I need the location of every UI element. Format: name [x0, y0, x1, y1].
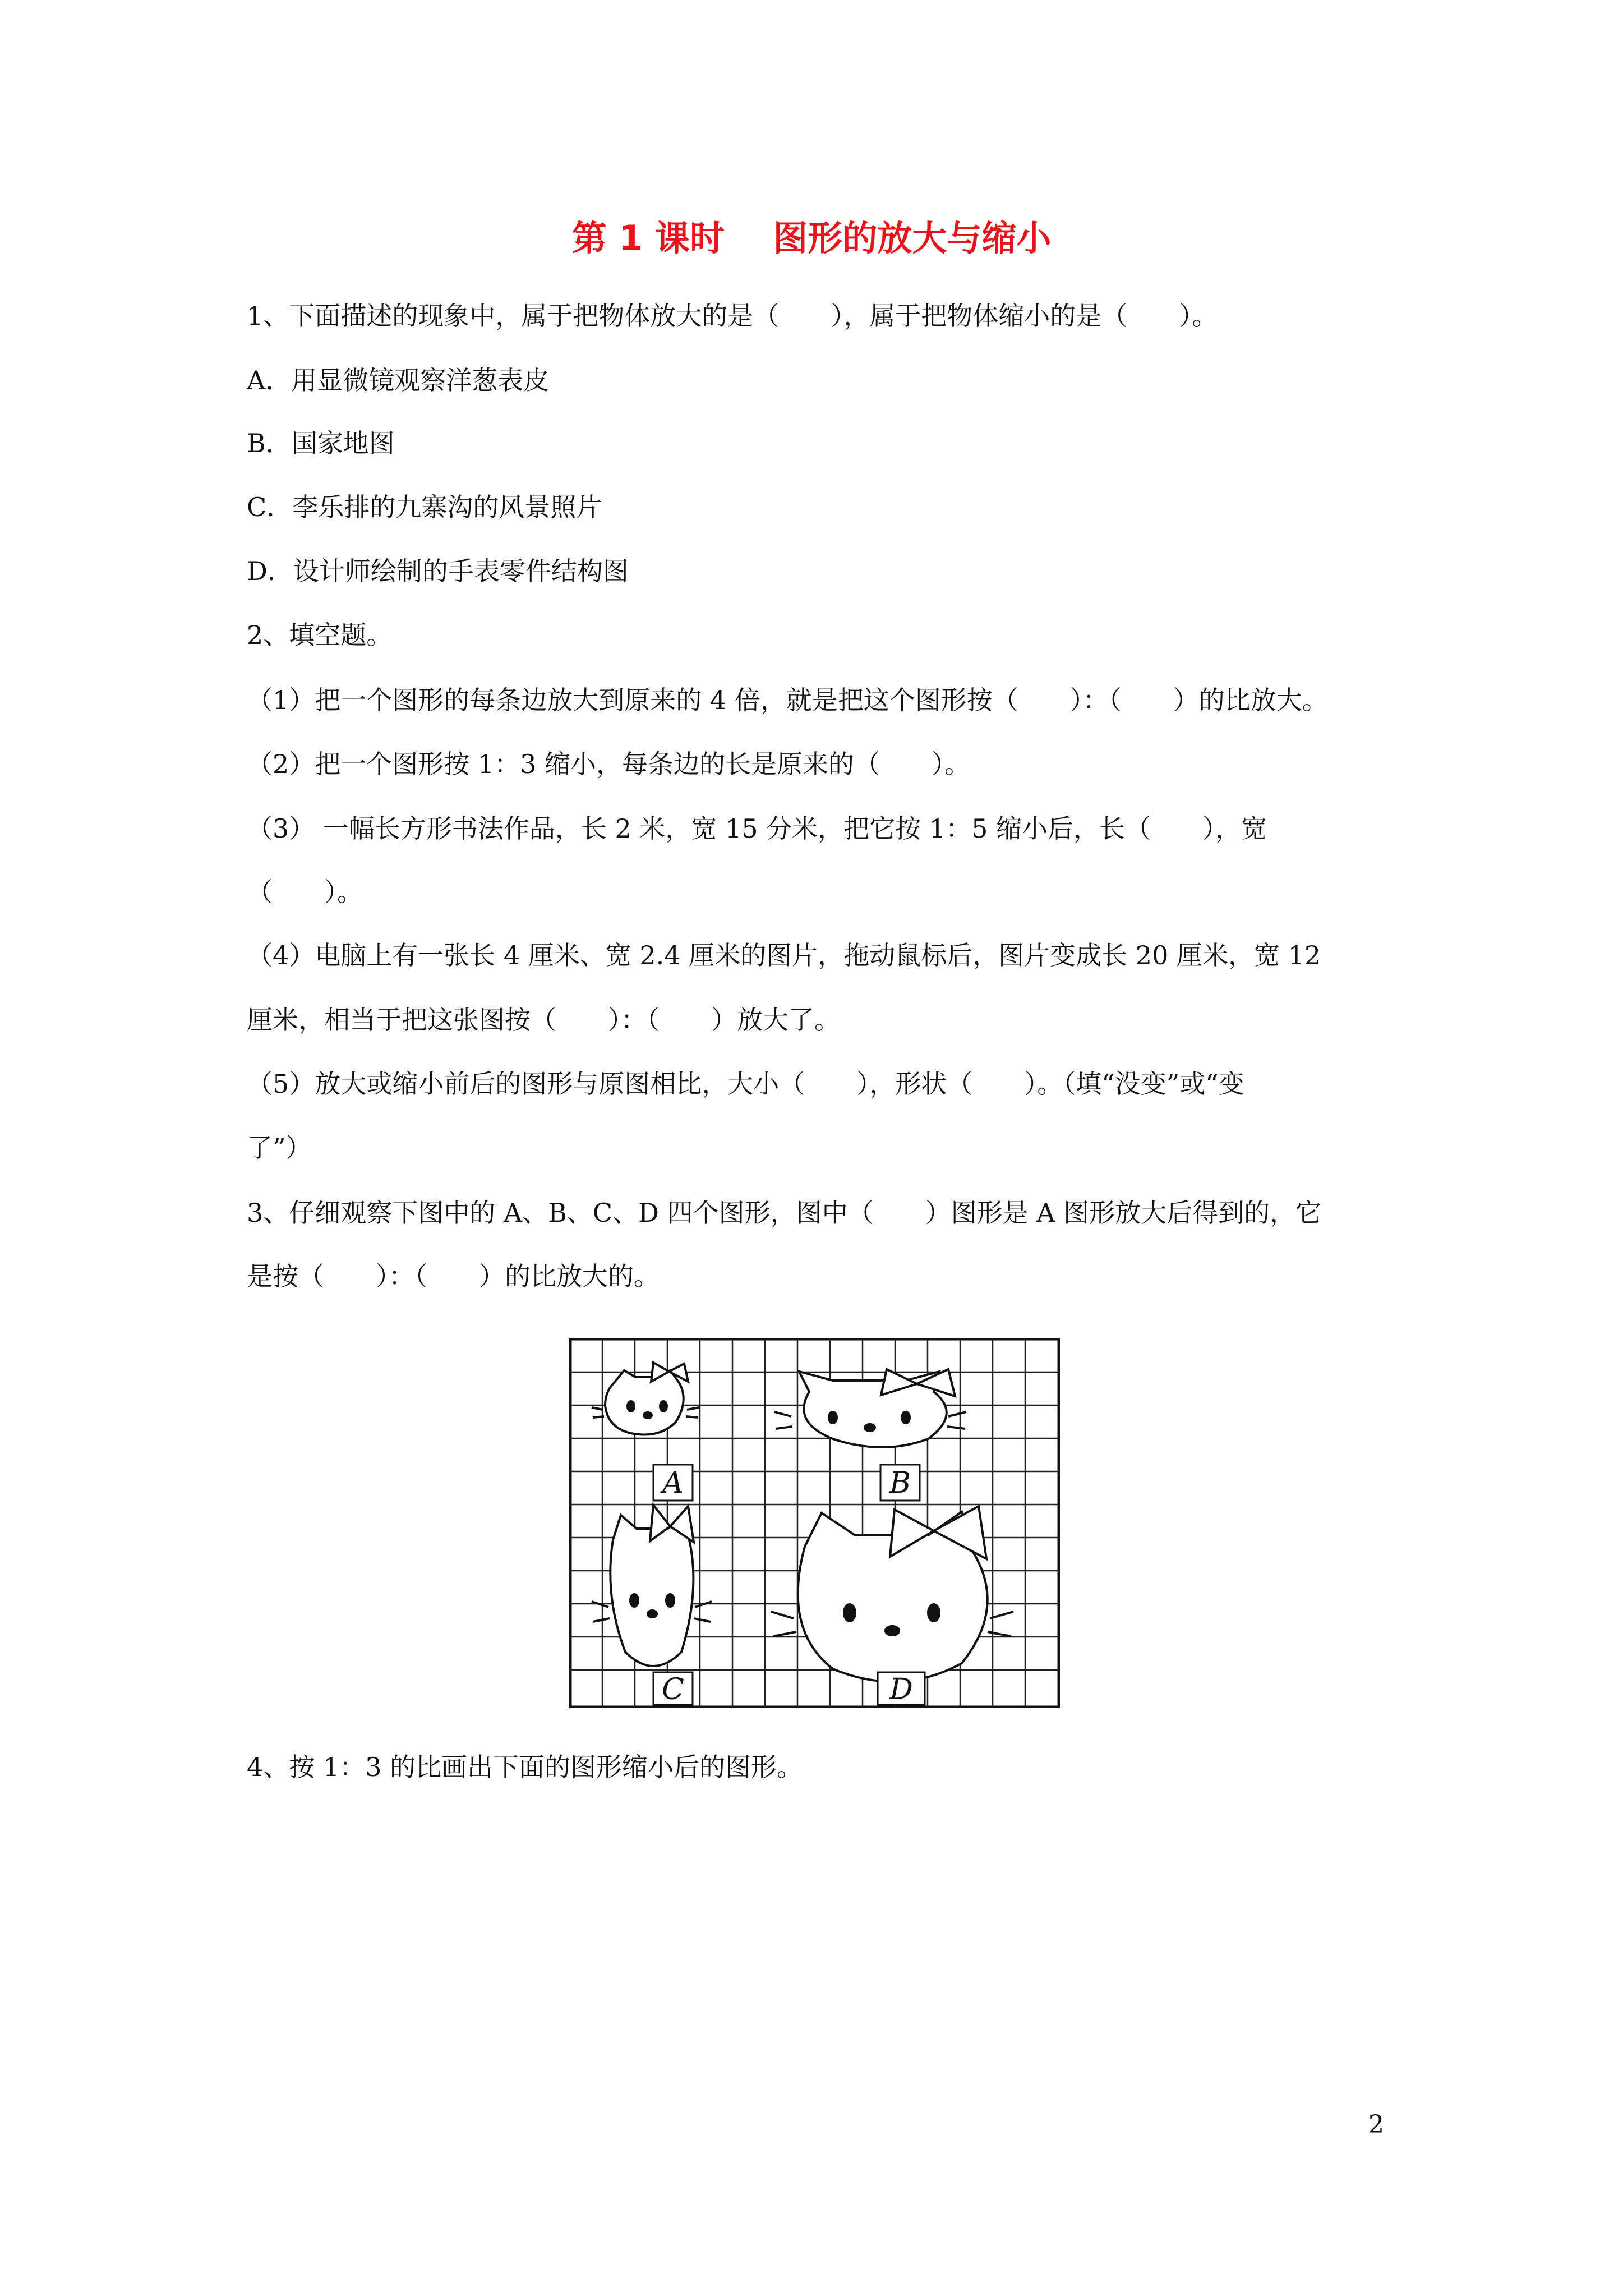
label-d: D: [889, 1673, 913, 1706]
label-b: B: [889, 1466, 911, 1500]
page-number: 2: [1368, 2110, 1384, 2139]
question-2-item-3-cont: （ ）。: [247, 877, 363, 907]
question-2-item-5-cont: 了”）: [247, 1133, 312, 1163]
question-1-option-d: D．设计师绘制的手表零件结构图: [247, 556, 629, 586]
label-c: C: [662, 1673, 684, 1706]
question-4-stem: 4、按 1：3 的比画出下面的图形缩小后的图形。: [247, 1752, 803, 1782]
question-3-stem-cont: 是按（ ）：（ ）的比放大的。: [247, 1261, 660, 1291]
question-2-item-4: （4）电脑上有一张长 4 厘米、宽 2.4 厘米的图片，拖动鼠标后，图片变成长 20 厘米，宽 12: [247, 940, 1321, 970]
question-1-option-c: C．李乐排的九寨沟的风景照片: [247, 492, 602, 522]
grid-figure: [569, 1338, 1060, 1708]
question-2-stem: 2、填空题。: [247, 620, 393, 650]
question-3-stem: 3、仔细观察下图中的 A、B、C、D 四个图形，图中（ ）图形是 A 图形放大后得到的，它: [247, 1198, 1322, 1228]
label-a: A: [662, 1466, 684, 1500]
question-2-item-1: （1）把一个图形的每条边放大到原来的 4 倍，就是把这个图形按（ ）：（ ）的比放大。: [247, 685, 1328, 715]
question-1-option-b: B．国家地图: [247, 428, 395, 458]
question-1-option-a: A．用显微镜观察洋葱表皮: [247, 365, 550, 395]
question-2-item-4-cont: 厘米，相当于把这张图按（ ）：（ ）放大了。: [247, 1005, 840, 1035]
question-2-item-5: （5）放大或缩小前后的图形与原图相比，大小（ ），形状（ ）。（填“没变”或“变: [247, 1069, 1244, 1099]
question-2-item-3: （3） 一幅长方形书法作品，长 2 米，宽 15 分米，把它按 1：5 缩小后，长（ ），宽: [247, 813, 1267, 844]
question-2-item-2: （2）把一个图形按 1：3 缩小，每条边的长是原来的（ ）。: [247, 749, 971, 779]
question-1-stem: 1、下面描述的现象中，属于把物体放大的是（ ），属于把物体缩小的是（ ）。: [247, 301, 1218, 331]
page-title: 第 1 课时 图形的放大与缩小: [571, 218, 1052, 259]
